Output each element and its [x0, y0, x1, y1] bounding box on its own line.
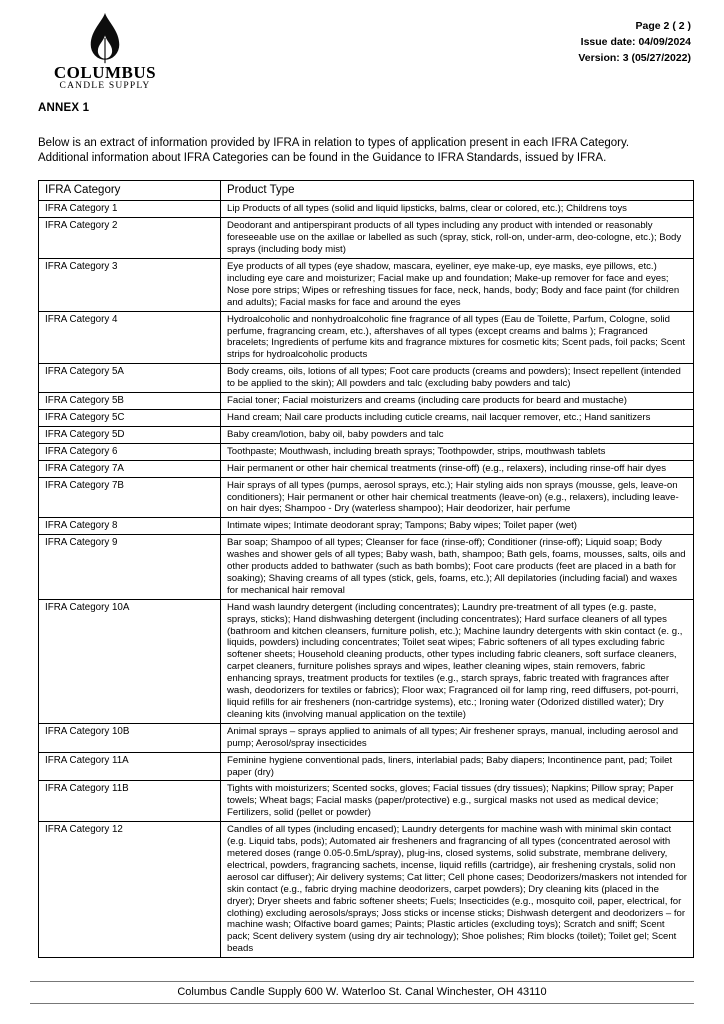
- table-row: [39, 723, 694, 752]
- category-cell: IFRA Category 5A: [39, 364, 221, 393]
- table-row: [39, 426, 694, 443]
- page-number-label: Page 2 ( 2 ): [635, 20, 691, 32]
- table-row: [39, 393, 694, 410]
- category-cell: IFRA Category 7A: [39, 460, 221, 477]
- issue-date-label: Issue date: 04/09/2024: [580, 36, 691, 48]
- product-type-cell: Baby cream/lotion, baby oil, baby powders and talc: [221, 426, 694, 443]
- category-cell: IFRA Category 1: [39, 201, 221, 218]
- category-cell: IFRA Category 2: [39, 218, 221, 259]
- intro-paragraph: [38, 136, 691, 166]
- product-type-cell: Hair sprays of all types (pumps, aerosol sprays, etc.); Hair styling aids non sprays (mousse, gels, leave-on conditioners); Hair permanent or other hair chemical treatments (leave-on) (e.g., relaxers), including leave-on hair dyes; Shampoo - Dry (waterless shampoo); Hair deodorizer, hair perfume: [221, 477, 694, 518]
- category-cell: IFRA Category 10B: [39, 723, 221, 752]
- category-cell: IFRA Category 7B: [39, 477, 221, 518]
- product-type-cell: Deodorant and antiperspirant products of all types including any product with intended or reasonably foreseeable use on the axillae or labelled as such (spray, stick, roll-on, under-arm, deo-cologne, etc.); Body sprays (including body mist): [221, 218, 694, 259]
- category-cell: IFRA Category 3: [39, 259, 221, 312]
- table-row: [39, 781, 694, 822]
- table-row: [39, 822, 694, 958]
- footer-address: Columbus Candle Supply 600 W. Waterloo St. Canal Winchester, OH 43110: [177, 986, 547, 998]
- table-row: [39, 201, 694, 218]
- category-cell: IFRA Category 12: [39, 822, 221, 958]
- table-row: [39, 518, 694, 535]
- product-type-cell: Toothpaste; Mouthwash, including breath sprays; Toothpowder, strips, mouthwash tablets: [221, 443, 694, 460]
- category-cell: IFRA Category 5B: [39, 393, 221, 410]
- table-row: [39, 443, 694, 460]
- product-type-cell: Body creams, oils, lotions of all types; Foot care products (creams and powders); Insect repellent (intended to be applied to the skin); All powders and talc (excluding baby powders and talc): [221, 364, 694, 393]
- product-type-cell: Animal sprays – sprays applied to animals of all types; Air freshener sprays, manual, including aerosol and pump; Aerosol/spray insecticides: [221, 723, 694, 752]
- product-type-cell: Candles of all types (including encased); Laundry detergents for machine wash with minimal skin contact (e.g. Liquid tabs, pods); Automated air fresheners and fragrancing of all types (concentrated aerosol with metered doses (range 0.05-0.5mL/spray), plug-ins, closed systems, solid substrate, membrane delivery, electrical, powders, fragrancing sachets, incense, liquid refills (cartridge), air freshening crystals, solid non aerosol car diffuser); Air delivery systems; Cat litter; Cell phone cases; Deodorizers/maskers not intended for skin contact (e.g., fabric drying machine deodorizers, carpet powders); Dry cleaning kits (placed in the dryer); Dryer sheets and fabric softener sheets; Fuels; Insecticides (e.g., mosquito coil, paper, electrical, for clothing) excluding aerosols/sprays; Joss sticks or incense sticks; Dishwash detergent and deodorizers – for machine wash; Olfactive board games; Paints; Plastic articles (excluding toys); Scratch and sniff; Scent pack; Scent delivery system (using dry air technology); Shoe polishes; Rim blocks (toilet); Toilet gel; Scent beads: [221, 822, 694, 958]
- product-type-cell: Lip Products of all types (solid and liquid lipsticks, balms, clear or colored, etc.); Childrens toys: [221, 201, 694, 218]
- table-row: [39, 752, 694, 781]
- table-row: [39, 311, 694, 364]
- intro-line-2: Additional information about IFRA Categories can be found in the Guidance to IFRA Standards, issued by IFRA.: [38, 152, 607, 165]
- page-header: [38, 10, 691, 92]
- product-type-cell: Feminine hygiene conventional pads, liners, interlabial pads; Baby diapers; Incontinence pant, pad; Toilet paper (dry): [221, 752, 694, 781]
- table-header-row: [39, 181, 694, 201]
- company-name: COLUMBUS: [53, 63, 157, 82]
- category-cell: IFRA Category 11B: [39, 781, 221, 822]
- column-header-product-type: Product Type: [221, 181, 694, 201]
- flame-icon: [84, 12, 126, 64]
- product-type-cell: Tights with moisturizers; Scented socks, gloves; Facial tissues (dry tissues); Napkins; Pillow spray; Paper towels; Wheat bags; Facial masks (paper/protective) e.g., surgical masks not used as medical device; Fertilizers, solid (pellet or powder): [221, 781, 694, 822]
- table-row: [39, 599, 694, 723]
- product-type-cell: Eye products of all types (eye shadow, mascara, eyeliner, eye make-up, eye masks, eye pillows, etc.) including eye care and moisturizer; Facial make up and foundation; Make-up remover for face and eyes; Nose pore strips; Wipes or refreshing tissues for face, neck, hands, body; Body and face paint (for children and adults); Facial masks for face and around the eyes: [221, 259, 694, 312]
- product-type-cell: Bar soap; Shampoo of all types; Cleanser for face (rinse-off); Conditioner (rinse-off); Liquid soap; Body washes and shower gels of all types; Baby wash, bath, shampoo; Bath gels, foams, mousses, salts, oils and other products added to bathwater (such as bath bombs); Foot care products (feet are placed in a bath for soaking); Shaving creams of all types (stick, gels, foams, etc.); All depilatories (including facial) and waxes for mechanical hair removal: [221, 535, 694, 600]
- category-cell: IFRA Category 9: [39, 535, 221, 600]
- product-type-cell: Hand cream; Nail care products including cuticle creams, nail lacquer remover, etc.; Hand sanitizers: [221, 409, 694, 426]
- table-row: [39, 535, 694, 600]
- document-meta: [578, 10, 691, 66]
- intro-line-1: Below is an extract of information provided by IFRA in relation to types of application present in each IFRA Category.: [38, 137, 630, 150]
- table-row: [39, 364, 694, 393]
- category-cell: IFRA Category 5D: [39, 426, 221, 443]
- product-type-cell: Hydroalcoholic and nonhydroalcoholic fine fragrance of all types (Eau de Toilette, Parfum, Cologne, solid perfume, fragrancing cream, etc.), aftershaves of all types (except creams and balms ); Fragranced bracelets; Ingredients of perfume kits and fragrance mixtures for cosmetic kits; Scent pads, foil packs; Scent strips for hydroalcoholic products: [221, 311, 694, 364]
- version-label: Version: 3 (05/27/2022): [578, 52, 691, 64]
- company-logo: [50, 12, 160, 92]
- annex-title: ANNEX 1: [38, 102, 90, 115]
- category-cell: IFRA Category 8: [39, 518, 221, 535]
- column-header-ifra-category: IFRA Category: [39, 181, 221, 201]
- table-row: [39, 460, 694, 477]
- category-cell: IFRA Category 6: [39, 443, 221, 460]
- table-row: [39, 259, 694, 312]
- category-cell: IFRA Category 4: [39, 311, 221, 364]
- ifra-category-table: [38, 180, 694, 958]
- table-row: [39, 477, 694, 518]
- product-type-cell: Intimate wipes; Intimate deodorant spray; Tampons; Baby wipes; Toilet paper (wet): [221, 518, 694, 535]
- category-cell: IFRA Category 11A: [39, 752, 221, 781]
- page-footer: [30, 981, 694, 1004]
- company-subtitle: CANDLE SUPPLY: [59, 81, 151, 91]
- product-type-cell: Hair permanent or other hair chemical treatments (rinse-off) (e.g., relaxers), including rinse-off hair dyes: [221, 460, 694, 477]
- table-row: [39, 218, 694, 259]
- table-row: [39, 409, 694, 426]
- category-cell: IFRA Category 10A: [39, 599, 221, 723]
- footer-bottom-rule: [30, 1003, 694, 1004]
- product-type-cell: Hand wash laundry detergent (including concentrates); Laundry pre-treatment of all types (e.g. paste, sprays, sticks); Hand dishwashing detergent (including concentrates); Hard surface cleaners of all types (bathroom and kitchen cleansers, furniture polish, etc.); Machine laundry detergents with skin contact (e. g., liquids, powders) including concentrates; Toilet seat wipes; Fabric softeners of all types excluding fabric softener sheets; Household cleaning products, other types including fabric cleaners, soft surface cleaners, carpet cleaners, furniture polishes sprays and wipes, leather cleaning wipes, stain removers, fabric enhancing sprays, treatment products for textiles (e.g., starch sprays, fabric treated with fragrances after wash, deodorizers for textiles or fabrics); Floor wax; Fragranced oil for lamp ring, reed diffusers, pot-pourri, liquid refills for air fresheners (non-cartridge systems), etc.; Ironing water (Odorized distilled water); Dry cleaning kits (involving manual application on the textile): [221, 599, 694, 723]
- product-type-cell: Facial toner; Facial moisturizers and creams (including care products for beard and mustache): [221, 393, 694, 410]
- category-cell: IFRA Category 5C: [39, 409, 221, 426]
